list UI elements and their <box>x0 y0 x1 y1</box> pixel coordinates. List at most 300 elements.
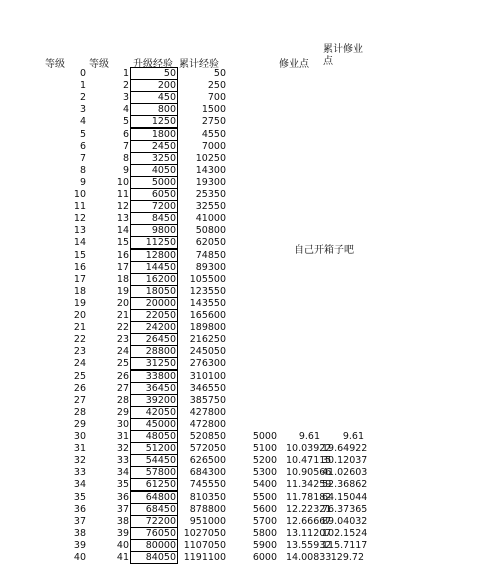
cell-col-b[interactable]: 3 <box>122 92 129 104</box>
cell-col-f[interactable] <box>286 419 320 431</box>
cell-col-a[interactable]: 21 <box>73 322 86 334</box>
cell-col-g[interactable]: 19.64922 <box>322 443 368 455</box>
cell-col-e[interactable]: 5600 <box>252 503 277 515</box>
cell-col-c[interactable]: 33800 <box>130 370 178 383</box>
cell-col-a[interactable]: 3 <box>79 104 86 116</box>
cell-col-c[interactable]: 1800 <box>130 128 178 141</box>
cell-col-a[interactable]: 29 <box>73 418 86 430</box>
cell-col-a[interactable]: 12 <box>73 213 86 225</box>
cell-col-c[interactable]: 450 <box>130 91 178 104</box>
cell-col-f[interactable] <box>286 262 320 274</box>
cell-col-b[interactable]: 41 <box>116 552 129 563</box>
cell-col-d[interactable]: 41000 <box>195 213 226 225</box>
cell-col-g[interactable] <box>322 274 364 286</box>
cell-col-b[interactable]: 10 <box>116 176 129 188</box>
cell-col-e[interactable]: 5700 <box>252 515 277 527</box>
cell-col-f[interactable] <box>286 129 320 141</box>
cell-col-g[interactable] <box>322 250 364 262</box>
cell-col-f[interactable]: 10.47115 <box>286 455 332 467</box>
cell-col-a[interactable]: 15 <box>73 249 86 261</box>
cell-col-e[interactable] <box>250 225 277 237</box>
cell-col-b[interactable]: 15 <box>116 237 129 249</box>
cell-col-d[interactable]: 62050 <box>195 237 226 249</box>
cell-col-b[interactable]: 24 <box>116 346 129 358</box>
cell-col-d[interactable]: 1500 <box>201 104 226 116</box>
cell-col-b[interactable]: 33 <box>116 455 129 467</box>
cell-col-a[interactable]: 2 <box>79 92 86 104</box>
cell-col-d[interactable]: 7000 <box>201 140 226 152</box>
cell-col-c[interactable]: 45000 <box>130 418 178 431</box>
cell-col-d[interactable]: 520850 <box>189 431 226 442</box>
cell-col-d[interactable]: 50800 <box>195 225 226 237</box>
cell-col-e[interactable] <box>250 407 277 419</box>
cell-col-d[interactable]: 245050 <box>189 346 226 358</box>
cell-col-g[interactable]: 52.36862 <box>322 479 368 491</box>
header-upgrade-exp[interactable]: 升级经验 <box>133 59 173 70</box>
cell-col-d[interactable]: 878800 <box>189 503 226 515</box>
cell-col-c[interactable]: 20000 <box>130 297 178 310</box>
cell-col-a[interactable]: 7 <box>79 152 86 164</box>
cell-col-g[interactable] <box>322 92 364 104</box>
cell-col-c[interactable]: 31250 <box>130 357 178 370</box>
cell-col-b[interactable]: 12 <box>116 201 129 213</box>
cell-col-b[interactable]: 4 <box>122 104 129 116</box>
cell-col-g[interactable] <box>322 419 364 431</box>
cell-col-e[interactable] <box>250 346 277 358</box>
cell-col-b[interactable]: 35 <box>116 479 129 491</box>
note-cell[interactable]: 自己开箱子吧 <box>294 245 354 256</box>
cell-col-c[interactable]: 68450 <box>130 503 178 516</box>
cell-col-e[interactable] <box>250 116 277 128</box>
cell-col-f[interactable] <box>286 298 320 310</box>
cell-col-f[interactable] <box>286 68 320 80</box>
cell-col-c[interactable]: 16200 <box>130 273 178 286</box>
cell-col-a[interactable]: 32 <box>73 455 86 467</box>
cell-col-c[interactable]: 48050 <box>130 430 178 443</box>
cell-col-g[interactable] <box>322 407 364 419</box>
cell-col-a[interactable]: 34 <box>73 479 86 491</box>
table-row <box>0 104 500 116</box>
cell-col-d[interactable]: 50 <box>213 68 226 79</box>
cell-col-b[interactable]: 13 <box>116 213 129 225</box>
cell-col-a[interactable]: 0 <box>79 68 86 79</box>
cell-col-c[interactable]: 42050 <box>130 406 178 419</box>
cell-col-e[interactable] <box>250 383 277 395</box>
cell-col-a[interactable]: 38 <box>73 527 86 539</box>
cell-col-a[interactable]: 19 <box>73 297 86 309</box>
cell-col-a[interactable]: 9 <box>79 176 86 188</box>
cell-col-d[interactable]: 626500 <box>189 455 226 467</box>
cell-col-e[interactable] <box>250 395 277 407</box>
cell-col-c[interactable]: 8450 <box>130 212 178 225</box>
cell-col-e[interactable]: 5200 <box>252 455 277 467</box>
cell-col-d[interactable]: 310100 <box>189 370 226 382</box>
cell-col-a[interactable]: 1 <box>79 80 86 92</box>
cell-col-a[interactable]: 39 <box>73 539 86 551</box>
cell-col-a[interactable]: 30 <box>73 431 86 442</box>
cell-col-d[interactable]: 189800 <box>189 322 226 334</box>
cell-col-e[interactable]: 6000 <box>252 552 277 563</box>
cell-col-b[interactable]: 37 <box>116 503 129 515</box>
cell-col-b[interactable]: 36 <box>116 491 129 503</box>
cell-col-d[interactable]: 250 <box>207 80 226 92</box>
cell-col-e[interactable]: 5100 <box>252 443 277 455</box>
cell-col-f[interactable] <box>286 116 320 128</box>
cell-col-c[interactable]: 76050 <box>130 527 178 540</box>
header-cumulative-repair-points[interactable]: 累计修业点 <box>323 44 363 67</box>
cell-col-a[interactable]: 8 <box>79 164 86 176</box>
cell-col-c[interactable]: 72200 <box>130 515 178 528</box>
cell-col-b[interactable]: 2 <box>122 80 129 92</box>
cell-col-b[interactable]: 11 <box>116 189 129 200</box>
cell-col-f[interactable] <box>286 322 320 334</box>
cell-col-a[interactable]: 26 <box>73 382 86 394</box>
cell-col-d[interactable]: 472800 <box>189 418 226 430</box>
cell-col-e[interactable] <box>250 310 277 322</box>
cell-col-d[interactable]: 10250 <box>195 152 226 164</box>
cell-col-g[interactable] <box>322 116 364 128</box>
cell-col-e[interactable] <box>250 419 277 431</box>
cell-col-a[interactable]: 4 <box>79 116 86 128</box>
cell-col-f[interactable] <box>286 383 320 395</box>
cell-col-d[interactable]: 25350 <box>195 189 226 200</box>
cell-col-a[interactable]: 6 <box>79 140 86 152</box>
cell-col-f[interactable] <box>286 213 320 225</box>
cell-col-b[interactable]: 39 <box>116 527 129 539</box>
table-row <box>0 492 500 504</box>
cell-col-a[interactable]: 40 <box>73 552 86 563</box>
cell-col-g[interactable]: 9.61 <box>342 431 364 442</box>
cell-col-f[interactable] <box>286 286 320 298</box>
cell-col-c[interactable]: 28800 <box>130 345 178 358</box>
cell-col-b[interactable]: 27 <box>116 382 129 394</box>
cell-col-g[interactable]: 89.04032 <box>322 515 368 527</box>
cell-col-f[interactable]: 11.34259 <box>286 479 332 491</box>
cell-col-f[interactable] <box>286 80 320 92</box>
cell-col-d[interactable]: 123550 <box>189 285 226 297</box>
cell-col-g[interactable] <box>322 165 364 177</box>
cell-col-f[interactable] <box>286 153 320 165</box>
cell-col-c[interactable]: 12800 <box>130 249 178 262</box>
cell-col-g[interactable]: 115.7117 <box>322 539 368 551</box>
cell-col-d[interactable]: 165600 <box>189 310 226 321</box>
cell-col-b[interactable]: 26 <box>116 370 129 382</box>
cell-col-f[interactable] <box>286 177 320 189</box>
cell-col-e[interactable] <box>250 250 277 262</box>
cell-col-c[interactable]: 4050 <box>130 164 178 177</box>
cell-col-e[interactable] <box>250 371 277 383</box>
cell-col-g[interactable] <box>322 104 364 116</box>
cell-col-d[interactable]: 32550 <box>195 201 226 213</box>
cell-col-g[interactable] <box>322 346 364 358</box>
cell-col-c[interactable]: 14450 <box>130 261 178 274</box>
cell-col-d[interactable]: 74850 <box>195 249 226 261</box>
cell-col-b[interactable]: 31 <box>116 431 129 442</box>
cell-col-b[interactable]: 30 <box>116 418 129 430</box>
cell-col-b[interactable]: 8 <box>122 152 129 164</box>
cell-col-e[interactable]: 5800 <box>252 527 277 539</box>
cell-col-c[interactable]: 57800 <box>130 466 178 479</box>
cell-col-c[interactable]: 1250 <box>130 115 178 128</box>
cell-col-e[interactable]: 5500 <box>252 491 277 503</box>
cell-col-a[interactable]: 25 <box>73 370 86 382</box>
cell-col-d[interactable]: 951000 <box>189 515 226 527</box>
cell-col-e[interactable] <box>250 165 277 177</box>
cell-col-c[interactable]: 80000 <box>130 539 178 552</box>
cell-col-b[interactable]: 17 <box>116 261 129 273</box>
cell-col-f[interactable]: 10.90566 <box>286 467 332 479</box>
cell-col-f[interactable] <box>286 250 320 262</box>
cell-col-g[interactable] <box>322 213 364 225</box>
cell-col-e[interactable] <box>250 322 277 334</box>
cell-col-d[interactable]: 346550 <box>189 382 226 394</box>
cell-col-a[interactable]: 14 <box>73 237 86 249</box>
cell-col-f[interactable] <box>286 407 320 419</box>
cell-col-d[interactable]: 1107050 <box>183 539 226 551</box>
cell-col-e[interactable] <box>250 141 277 153</box>
cell-col-f[interactable] <box>286 237 320 249</box>
cell-col-g[interactable] <box>322 201 364 213</box>
cell-col-g[interactable] <box>322 141 364 153</box>
cell-col-d[interactable]: 427800 <box>189 406 226 418</box>
cell-col-e[interactable]: 5900 <box>252 539 277 551</box>
cell-col-c[interactable]: 11250 <box>130 236 178 249</box>
cell-col-e[interactable] <box>250 80 277 92</box>
cell-col-f[interactable] <box>286 358 320 370</box>
cell-col-a[interactable]: 24 <box>73 358 86 370</box>
cell-col-f[interactable] <box>286 104 320 116</box>
cell-col-g[interactable]: 41.02603 <box>322 467 368 479</box>
cell-col-g[interactable] <box>322 189 364 201</box>
cell-col-b[interactable]: 38 <box>116 515 129 527</box>
cell-col-g[interactable]: 76.37365 <box>322 503 368 515</box>
cell-col-b[interactable]: 19 <box>116 285 129 297</box>
cell-col-e[interactable] <box>250 177 277 189</box>
cell-col-f[interactable] <box>286 165 320 177</box>
cell-col-f[interactable] <box>286 225 320 237</box>
cell-col-d[interactable]: 216250 <box>189 334 226 346</box>
cell-col-d[interactable]: 276300 <box>189 358 226 370</box>
cell-col-f[interactable] <box>286 92 320 104</box>
cell-col-a[interactable]: 10 <box>73 189 86 200</box>
cell-col-g[interactable]: 102.1524 <box>322 527 368 539</box>
cell-col-c[interactable]: 39200 <box>130 394 178 407</box>
cell-col-e[interactable]: 5000 <box>252 431 277 442</box>
cell-col-a[interactable]: 37 <box>73 515 86 527</box>
cell-col-e[interactable] <box>250 334 277 346</box>
cell-col-b[interactable]: 16 <box>116 249 129 261</box>
cell-col-e[interactable] <box>250 274 277 286</box>
cell-col-a[interactable]: 20 <box>73 310 86 321</box>
cell-col-c[interactable]: 3250 <box>130 152 178 165</box>
cell-col-e[interactable] <box>250 286 277 298</box>
cell-col-a[interactable]: 13 <box>73 225 86 237</box>
cell-col-e[interactable] <box>250 237 277 249</box>
cell-col-b[interactable]: 21 <box>116 310 129 321</box>
cell-col-a[interactable]: 35 <box>73 491 86 503</box>
header-level-b[interactable]: 等级 <box>89 59 109 70</box>
cell-col-g[interactable] <box>322 262 364 274</box>
cell-col-d[interactable]: 1027050 <box>183 527 226 539</box>
cell-col-f[interactable] <box>286 310 320 322</box>
cell-col-b[interactable]: 32 <box>116 443 129 455</box>
cell-col-g[interactable] <box>322 225 364 237</box>
cell-col-f[interactable] <box>286 189 320 201</box>
cell-col-g[interactable] <box>322 68 364 80</box>
cell-col-f[interactable] <box>286 346 320 358</box>
cell-col-c[interactable]: 7200 <box>130 200 178 213</box>
cell-col-e[interactable] <box>250 68 277 80</box>
cell-col-e[interactable] <box>250 92 277 104</box>
cell-col-f[interactable] <box>286 141 320 153</box>
cell-col-f[interactable] <box>286 334 320 346</box>
cell-col-b[interactable]: 29 <box>116 406 129 418</box>
cell-col-d[interactable]: 14300 <box>195 164 226 176</box>
cell-col-d[interactable]: 385750 <box>189 394 226 406</box>
cell-col-c[interactable]: 84050 <box>130 551 178 564</box>
cell-col-g[interactable] <box>322 237 364 249</box>
cell-col-d[interactable]: 700 <box>207 92 226 104</box>
cell-col-b[interactable]: 20 <box>116 297 129 309</box>
cell-col-c[interactable]: 24200 <box>130 321 178 334</box>
cell-col-c[interactable]: 61250 <box>130 478 178 491</box>
cell-col-g[interactable] <box>322 395 364 407</box>
cell-col-c[interactable]: 5000 <box>130 176 178 189</box>
cell-col-f[interactable]: 13.55932 <box>286 539 332 551</box>
cell-col-g[interactable] <box>322 153 364 165</box>
cell-col-b[interactable]: 14 <box>116 225 129 237</box>
cell-col-f[interactable]: 14.00833 <box>286 552 332 563</box>
cell-col-c[interactable]: 9800 <box>130 224 178 237</box>
header-cumulative-exp[interactable]: 累计经验 <box>179 59 219 70</box>
cell-col-e[interactable] <box>250 153 277 165</box>
cell-col-a[interactable]: 11 <box>73 201 86 213</box>
header-repair-points[interactable]: 修业点 <box>279 59 309 70</box>
cell-col-d[interactable]: 143550 <box>189 297 226 309</box>
cell-col-d[interactable]: 105500 <box>189 273 226 285</box>
cell-col-b[interactable]: 40 <box>116 539 129 551</box>
cell-col-d[interactable]: 4550 <box>201 128 226 140</box>
cell-col-g[interactable]: 30.12037 <box>322 455 368 467</box>
cell-col-f[interactable] <box>286 274 320 286</box>
cell-col-f[interactable]: 13.11207 <box>286 527 332 539</box>
cell-col-b[interactable]: 9 <box>122 164 129 176</box>
cell-col-d[interactable]: 2750 <box>201 116 226 128</box>
cell-col-g[interactable] <box>322 177 364 189</box>
cell-col-a[interactable]: 28 <box>73 406 86 418</box>
cell-col-g[interactable] <box>322 383 364 395</box>
cell-col-e[interactable] <box>250 262 277 274</box>
cell-col-e[interactable]: 5300 <box>252 467 277 479</box>
cell-col-b[interactable]: 22 <box>116 322 129 334</box>
cell-col-d[interactable]: 810350 <box>189 491 226 503</box>
cell-col-f[interactable] <box>286 371 320 383</box>
cell-col-f[interactable]: 12.66667 <box>286 515 332 527</box>
cell-col-e[interactable] <box>250 298 277 310</box>
cell-col-a[interactable]: 23 <box>73 346 86 358</box>
cell-col-g[interactable] <box>322 371 364 383</box>
cell-col-e[interactable]: 5400 <box>252 479 277 491</box>
cell-col-b[interactable]: 5 <box>122 116 129 128</box>
cell-col-f[interactable]: 11.78182 <box>286 491 332 503</box>
cell-col-b[interactable]: 7 <box>122 140 129 152</box>
cell-col-c[interactable]: 800 <box>130 103 178 116</box>
cell-col-b[interactable]: 23 <box>116 334 129 346</box>
cell-col-c[interactable]: 6050 <box>130 188 178 201</box>
table-row <box>0 250 500 262</box>
cell-col-a[interactable]: 27 <box>73 394 86 406</box>
cell-col-g[interactable] <box>322 298 364 310</box>
cell-col-a[interactable]: 33 <box>73 467 86 479</box>
cell-col-g[interactable] <box>322 334 364 346</box>
cell-col-c[interactable]: 2450 <box>130 140 178 153</box>
cell-col-b[interactable]: 34 <box>116 467 129 479</box>
cell-col-a[interactable]: 16 <box>73 261 86 273</box>
cell-col-g[interactable] <box>322 322 364 334</box>
cell-col-c[interactable]: 18050 <box>130 285 178 298</box>
cell-col-c[interactable]: 200 <box>130 79 178 92</box>
cell-col-a[interactable]: 5 <box>79 128 86 140</box>
cell-col-d[interactable]: 572050 <box>189 443 226 455</box>
cell-col-e[interactable] <box>250 104 277 116</box>
cell-col-g[interactable] <box>322 129 364 141</box>
cell-col-f[interactable] <box>286 201 320 213</box>
cell-col-d[interactable]: 89300 <box>195 261 226 273</box>
cell-col-c[interactable]: 22050 <box>130 309 178 322</box>
cell-col-g[interactable]: 129.72 <box>330 552 364 563</box>
cell-col-g[interactable] <box>322 286 364 298</box>
table-row <box>0 443 500 455</box>
cell-col-d[interactable]: 19300 <box>195 176 226 188</box>
cell-col-a[interactable]: 31 <box>73 443 86 455</box>
cell-col-f[interactable]: 10.03922 <box>286 443 332 455</box>
cell-col-e[interactable] <box>250 358 277 370</box>
cell-col-c[interactable]: 64800 <box>130 491 178 504</box>
cell-col-a[interactable]: 36 <box>73 503 86 515</box>
cell-col-f[interactable] <box>286 395 320 407</box>
cell-col-b[interactable]: 25 <box>116 358 129 370</box>
table-row <box>0 540 500 552</box>
cell-col-b[interactable]: 6 <box>122 128 129 140</box>
cell-col-f[interactable]: 12.22321 <box>286 503 332 515</box>
cell-col-g[interactable] <box>322 358 364 370</box>
cell-col-a[interactable]: 22 <box>73 334 86 346</box>
cell-col-c[interactable]: 51200 <box>130 442 178 455</box>
cell-col-d[interactable]: 684300 <box>189 467 226 479</box>
cell-col-e[interactable] <box>250 201 277 213</box>
cell-col-c[interactable]: 26450 <box>130 333 178 346</box>
cell-col-b[interactable]: 18 <box>116 273 129 285</box>
cell-col-e[interactable] <box>250 129 277 141</box>
cell-col-e[interactable] <box>250 189 277 201</box>
cell-col-c[interactable]: 50 <box>130 67 178 80</box>
cell-col-c[interactable]: 36450 <box>130 382 178 395</box>
table-row <box>0 274 500 286</box>
cell-col-b[interactable]: 1 <box>122 68 129 79</box>
header-level-a[interactable]: 等级 <box>45 59 65 70</box>
cell-col-g[interactable] <box>322 80 364 92</box>
cell-col-a[interactable]: 17 <box>73 273 86 285</box>
cell-col-c[interactable]: 54450 <box>130 454 178 467</box>
cell-col-e[interactable] <box>250 213 277 225</box>
cell-col-d[interactable]: 1191100 <box>183 552 226 563</box>
cell-col-d[interactable]: 745550 <box>189 479 226 491</box>
cell-col-f[interactable]: 9.61 <box>298 431 320 442</box>
cell-col-g[interactable]: 64.15044 <box>322 491 368 503</box>
cell-col-b[interactable]: 28 <box>116 394 129 406</box>
cell-col-a[interactable]: 18 <box>73 285 86 297</box>
cell-col-g[interactable] <box>322 310 364 322</box>
